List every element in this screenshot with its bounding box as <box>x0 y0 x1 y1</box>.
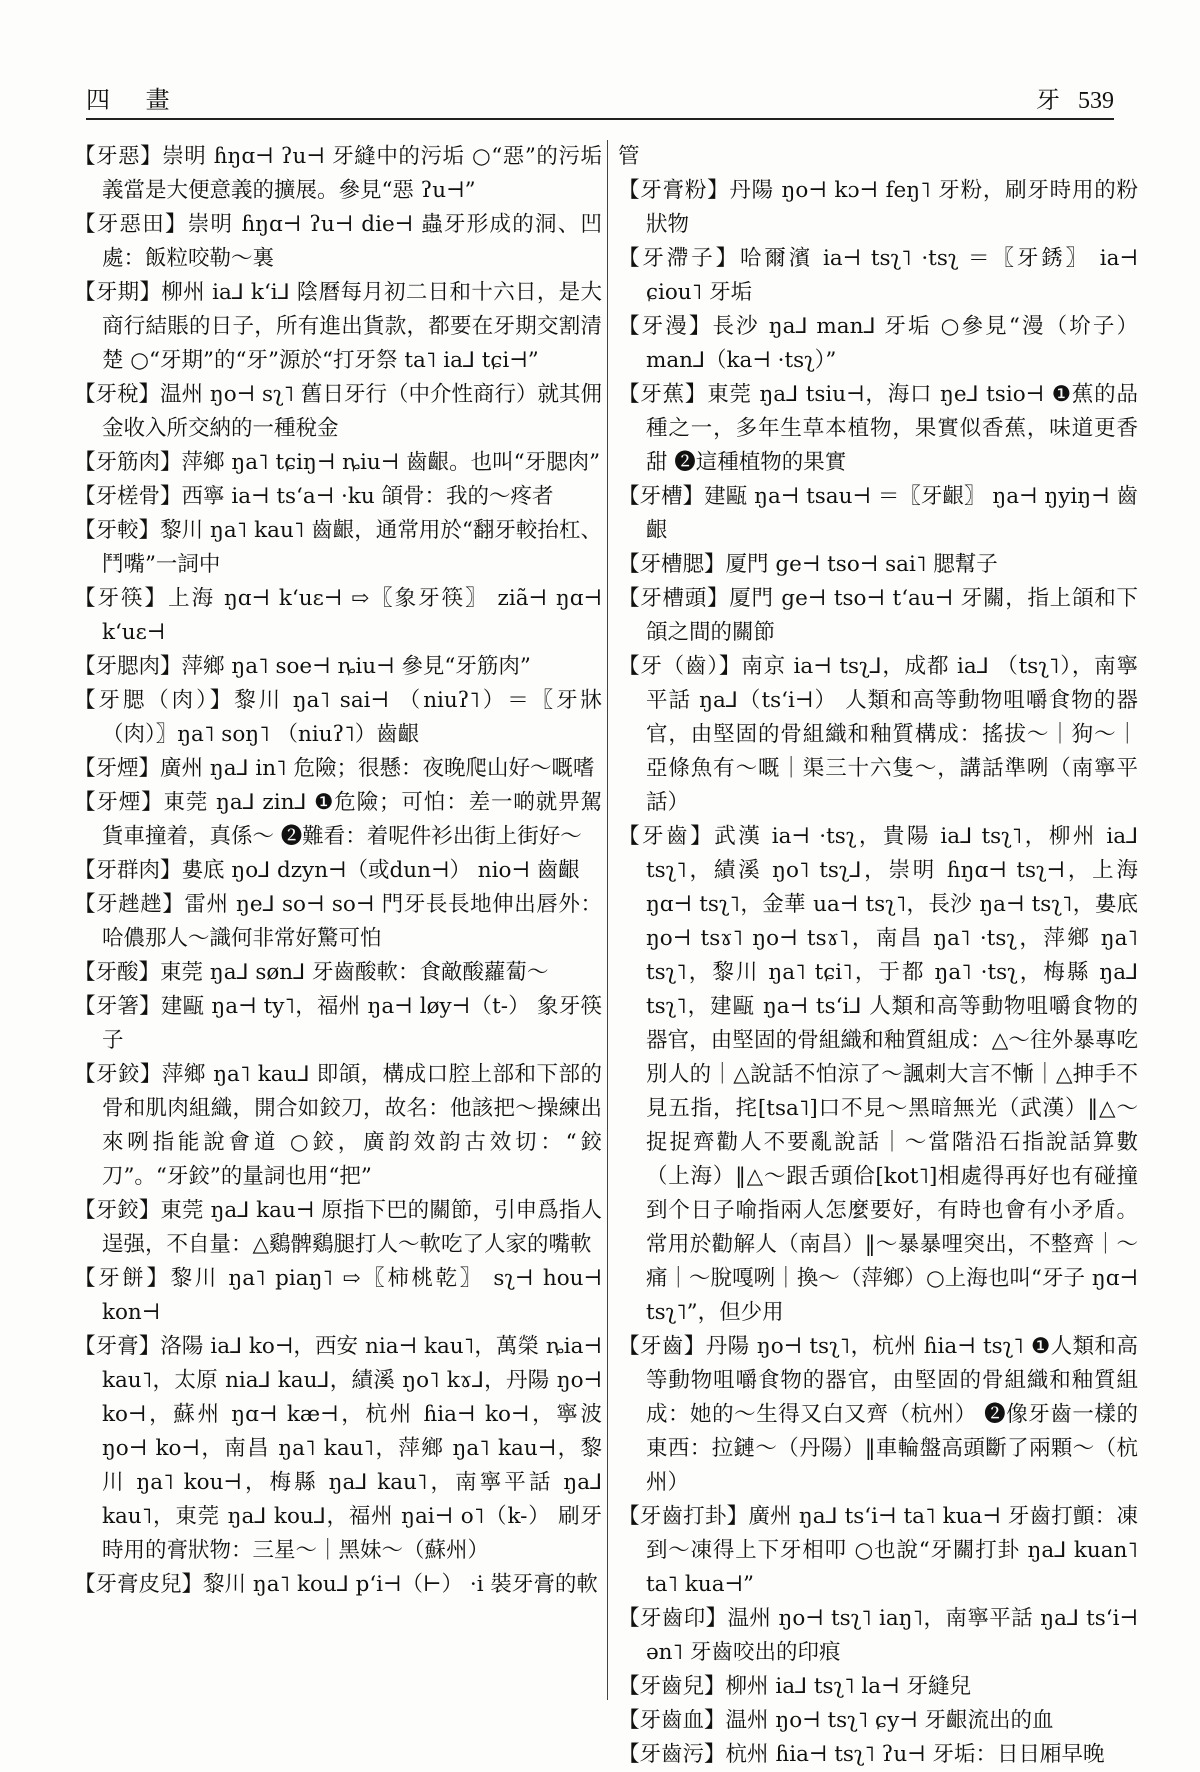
right-column <box>618 140 1138 1767</box>
entry-definition: 黎川 ŋa˥ sai⊣ （niuʔ˥）＝〖牙牀（肉）〗ŋa˥ soŋ˥ （niuʔ˥）齒齦 <box>101 688 602 747</box>
dictionary-entry <box>74 1194 602 1262</box>
entry-headword: 【牙鉸】 <box>74 1198 161 1223</box>
dictionary-entry <box>618 650 1138 820</box>
entry-definition: 上海 ŋɑ⊣ kʻuɛ⊣ ⇨〖象牙筷〗 ziã⊣ ŋɑ⊣ kʻuɛ⊣ <box>101 586 602 645</box>
entry-headword: 【牙群肉】 <box>74 858 182 883</box>
entry-definition: 建甌 ŋa⊣ ty˥，福州 ŋa⊣ løy⊣（t-） 象牙筷子 <box>101 994 602 1053</box>
entry-headword: 【牙齒】 <box>618 824 715 849</box>
entry-headword: 【牙期】 <box>74 280 162 305</box>
dictionary-entry <box>618 242 1138 310</box>
dictionary-entry <box>74 140 602 208</box>
entry-headword: 【牙箸】 <box>74 994 161 1019</box>
entry-headword: 【牙齒】 <box>618 1334 706 1359</box>
entry-definition: 杭州 ɦia⊣ tsʅ˥ ʔu⊣ 牙垢：日日厢早晚 <box>725 1742 1105 1767</box>
dictionary-entry <box>74 276 602 378</box>
entry-definition: 柳州 ia⅃ kʻi⅃ 陰曆每月初二日和十六日，是大商行結賬的日子，所有進出貨款，都要在牙期交割清楚 ○“牙期”的“牙”源於“打牙祭 ta˥ ia⅃ tɕi⊣” <box>101 280 602 373</box>
entry-headword: 【牙膏粉】 <box>618 178 730 203</box>
entry-headword: 【牙齒打卦】 <box>618 1504 749 1529</box>
page-number: 539 <box>1078 88 1114 114</box>
entry-definition: 萍鄉 ŋa˥ soe⊣ ȵiu⊣ 參見“牙筋肉” <box>181 654 531 679</box>
dictionary-entry <box>618 582 1138 650</box>
entry-definition: 哈爾濱 ia⊣ tsʅ˥ ·tsʅ ＝〖牙銹〗 ia⊣ ɕiou˥ 牙垢 <box>645 246 1138 305</box>
entry-headword: 【牙較】 <box>74 518 161 543</box>
dictionary-entry <box>74 582 602 650</box>
dictionary-entry <box>618 1704 1138 1738</box>
entry-definition: 黎川 ŋa˥ kau˥ 齒齦，通常用於“翻牙較抬杠、鬥嘴”一詞中 <box>101 518 602 577</box>
dictionary-entry <box>618 1738 1138 1772</box>
dictionary-entry <box>74 1262 602 1330</box>
entry-headword: 【牙筋肉】 <box>74 450 182 475</box>
dictionary-entry <box>618 1330 1138 1500</box>
entry-definition: 雷州 ŋe⅃ so⊣ so⊣ 門牙長長地伸出唇外：哈儂那人～識何非常好驚可怕 <box>101 892 602 951</box>
entry-definition: 崇明 ɦŋɑ⊣ ʔu⊣ 牙縫中的污垢 ○“惡”的污垢義當是大便意義的擴展。參見“惡 ʔu⊣” <box>101 144 602 203</box>
entry-headword: 【牙膏】 <box>74 1334 161 1359</box>
entry-definition: 温州 ŋo⊣ tsʅ˥ ɕy⊣ 牙齦流出的血 <box>725 1708 1054 1733</box>
entry-definition: 萍鄉 ŋa˥ kau⅃ 即頜，構成口腔上部和下部的骨和肌肉組織，開合如鉸刀，故名：他該把～操練出來咧指能說會道 ○鉸，廣韵效韵古效切：“鉸刀”。“牙鉸”的量詞也用“把” <box>101 1062 602 1189</box>
running-head <box>1036 86 1114 115</box>
entry-headword: 【牙腮（肉）】 <box>74 688 235 713</box>
entry-headword: 【牙齒污】 <box>618 1742 726 1767</box>
entry-headword: 【牙漫】 <box>618 314 713 339</box>
entry-definition: 建甌 ŋa⊣ tsau⊣ ＝〖牙齦〗 ŋa⊣ ŋyiŋ⊣ 齒齦 <box>645 484 1138 543</box>
dictionary-entry <box>618 1670 1138 1704</box>
entry-definition: 黎川 ŋa˥ kou⅃ pʻi⊣（⊢） ·i 裝牙膏的軟 <box>203 1572 598 1597</box>
dictionary-entry <box>74 1568 602 1602</box>
dictionary-entry <box>618 174 1138 242</box>
entry-headword: 【牙筷】 <box>74 586 169 611</box>
entry-headword: 【牙趖趖】 <box>74 892 185 917</box>
entry-headword: 【牙齒兒】 <box>618 1674 726 1699</box>
entry-definition: 洛陽 ia⅃ ko⊣，西安 nia⊣ kau˥，萬榮 ȵia⊣ kau˥，太原 nia⅃ kau⅃，績溪 ŋo˥ kɤ⅃，丹陽 ŋo⊣ ko⊣，蘇州 ŋɑ⊣ kæ⊣，杭州 ɦia⊣ ko⊣，寧波 ŋo⊣ ko⊣，南昌 ŋa˥ kau˥，萍鄉 ŋa˥ kau⊣，黎川 ŋa˥ kou⊣，梅縣 ŋa⅃ kau˥，南寧平話 ŋa⅃ kau˥，東莞 ŋa⅃ kou⅃，福州 ŋai⊣ o˥（k-） 刷牙時用的膏狀物：三星～｜黑妹～（蘇州） <box>101 1334 602 1563</box>
entry-headword: 【牙滯子】 <box>618 246 741 271</box>
entry-headword: 【牙酸】 <box>74 960 161 985</box>
entry-definition: 丹陽 ŋo⊣ tsʅ˥，杭州 ɦia⊣ tsʅ˥ ❶人類和高等動物咀嚼食物的器官，由堅固的骨組織和釉質組成：她的～生得又白又齊（杭州） ❷像牙齒一樣的東西：拉鏈～（丹陽）‖車輪盤高頭斷了兩顆～（杭州） <box>645 1334 1138 1495</box>
dictionary-entry <box>74 1330 602 1568</box>
entry-definition: 東莞 ŋa⅃ søn⅃ 牙齒酸軟：食敵酸蘿蔔～ <box>160 960 549 985</box>
entry-headword: 【牙槽】 <box>618 484 705 509</box>
dictionary-entry <box>74 684 602 752</box>
entry-definition: 柳州 ia⅃ tsʅ˥ la⊣ 牙縫兒 <box>725 1674 971 1699</box>
dictionary-entry <box>74 514 602 582</box>
dictionary-entry <box>74 446 602 480</box>
dictionary-entry <box>618 140 1138 174</box>
section-title: 四 畫 <box>86 86 184 114</box>
entry-headword: 【牙腮肉】 <box>74 654 182 679</box>
entry-headword: 【牙膏皮兒】 <box>74 1572 204 1597</box>
entry-headword: 【牙惡】 <box>74 144 163 169</box>
dictionary-entry <box>618 378 1138 480</box>
entry-definition: 厦門 ge⊣ tso⊣ tʻau⊣ 牙關，指上頜和下頜之間的關節 <box>645 586 1138 645</box>
entry-headword: 【牙煙】 <box>74 756 161 781</box>
dictionary-entry <box>618 310 1138 378</box>
dictionary-entry <box>618 820 1138 1330</box>
entry-headword: 【牙蕉】 <box>618 382 708 407</box>
dictionary-entry <box>74 786 602 854</box>
running-headword: 牙 <box>1036 86 1060 114</box>
entry-headword: 【牙槎骨】 <box>74 484 182 509</box>
dictionary-entry <box>618 548 1138 582</box>
dictionary-entry <box>74 990 602 1058</box>
entry-definition: 管 <box>618 144 640 169</box>
entry-headword: 【牙稅】 <box>74 382 161 407</box>
dictionary-entry <box>74 1058 602 1194</box>
dictionary-entry <box>74 752 602 786</box>
column-divider <box>607 140 608 1700</box>
dictionary-entry <box>618 1602 1138 1670</box>
entry-definition: 東莞 ŋa⅃ tsiu⊣，海口 ŋe⅃ tsio⊣ ❶蕉的品種之一，多年生草本植物，果實似香蕉，味道更香甜 ❷這種植物的果實 <box>645 382 1138 475</box>
entry-definition: 廣州 ŋa⅃ in˥ 危險；很懸：夜晚爬山好～嘅嗜 <box>160 756 595 781</box>
entry-headword: 【牙餅】 <box>74 1266 171 1291</box>
dictionary-entry <box>74 650 602 684</box>
page-header <box>86 82 1114 120</box>
dictionary-entry <box>74 378 602 446</box>
entry-definition: 廣州 ŋa⅃ tsʻi⊣ ta˥ kua⊣ 牙齒打顫：凍到～凍得上下牙相叩 ○也說“牙關打卦 ŋa⅃ kuan˥ ta˥ kua⊣” <box>645 1504 1138 1597</box>
dictionary-entry <box>618 480 1138 548</box>
entry-headword: 【牙齒印】 <box>618 1606 728 1631</box>
entry-headword: 【牙惡田】 <box>74 212 188 237</box>
entry-headword: 【牙齒血】 <box>618 1708 726 1733</box>
entry-headword: 【牙槽頭】 <box>618 586 730 611</box>
entry-headword: 【牙鉸】 <box>74 1062 162 1087</box>
entry-definition: 長沙 ŋa⅃ man⅃ 牙垢 ○參見“漫（圿子） man⅃（ka⊣ ·tsʅ）” <box>645 314 1138 373</box>
entry-definition: 崇明 ɦŋɑ⊣ ʔu⊣ die⊣ 蟲牙形成的洞、凹處：飯粒咬勒～裏 <box>101 212 602 271</box>
dictionary-entry <box>74 854 602 888</box>
entry-definition: 厦門 ge⊣ tso⊣ sai˥ 腮幫子 <box>725 552 998 577</box>
entry-definition: 温州 ŋo⊣ tsʅ˥ iaŋ˥，南寧平話 ŋa⅃ tsʻi⊣ ən˥ 牙齒咬出的印痕 <box>645 1606 1138 1665</box>
dictionary-entry <box>74 480 602 514</box>
entry-headword: 【牙煙】 <box>74 790 164 815</box>
entry-definition: 温州 ŋo⊣ sʅ˥ 舊日牙行（中介性商行）就其佣金收入所交納的一種稅金 <box>101 382 602 441</box>
entry-definition: 黎川 ŋa˥ piaŋ˥ ⇨〖柿桃乾〗 sʅ⊣ hou⊣ kon⊣ <box>101 1266 602 1325</box>
entry-definition: 東莞 ŋa⅃ zin⅃ ❶危險；可怕：差一啲就畀駕貨車撞着，真係～ ❷難看：着呢件衫出街上街好～ <box>101 790 602 849</box>
entry-definition: 婁底 ŋo⅃ dzyn⊣（或dun⊣） nio⊣ 齒齦 <box>181 858 580 883</box>
entry-headword: 【牙槽腮】 <box>618 552 726 577</box>
dictionary-entry <box>74 208 602 276</box>
dictionary-entry <box>74 888 602 956</box>
entry-definition: 丹陽 ŋo⊣ kɔ⊣ feŋ˥ 牙粉，刷牙時用的粉狀物 <box>645 178 1138 237</box>
entry-definition: 武漢 ia⊣ ·tsʅ，貴陽 ia⅃ tsʅ˥，柳州 ia⅃ tsʅ˥，績溪 ŋo˥ tsʅ⅃，崇明 ɦŋɑ⊣ tsʅ⊣，上海 ŋɑ⊣ tsʅ˥，金華 ua⊣ tsʅ˥，長沙 ŋa⊣ tsʅ˥，婁底 ŋo⊣ tsɤ˥ ŋo⊣ tsɤ˥，南昌 ŋa˥ ·tsʅ，萍鄉 ŋa˥ tsʅ˥，黎川 ŋa˥ tɕi˥，于都 ŋa˥ ·tsʅ，梅縣 ŋa⅃ tsʅ˥，建甌 ŋa⊣ tsʻi⅃ 人類和高等動物咀嚼食物的器官，由堅固的骨組織和釉質組成：△～往外暴專吃別人的｜△說話不怕涼了～諷刺大言不慚｜△抻手不見五指，挓[tsa˥]口不見～黑暗無光（武漢）‖△～捉捉齊勸人不要亂說話｜～當階沿石指說話算數（上海）‖△～跟舌頭佮[kot˥]相處得再好也有碰撞到个日子喻指兩人怎麼要好，有時也會有小矛盾。常用於勸解人（南昌）‖～暴暴哩突出，不整齊｜～痛｜～脫嘎咧｜換～（萍鄉）○上海也叫“牙子 ŋɑ⊣ tsʅ˥”，但少用 <box>645 824 1138 1325</box>
entry-definition: 萍鄉 ŋa˥ tɕiŋ⊣ ȵiu⊣ 齒齦。也叫“牙腮肉” <box>181 450 601 475</box>
entry-definition: 東莞 ŋa⅃ kau⊣ 原指下巴的關節，引申爲指人逞强，不自量：△鷄髀鷄腿打人～軟吃了人家的嘴軟 <box>101 1198 602 1257</box>
entry-headword: 【牙（齒）】 <box>618 654 742 679</box>
left-column <box>74 140 602 1700</box>
dictionary-entry <box>618 1500 1138 1602</box>
entry-definition: 南京 ia⊣ tsʅ⅃，成都 ia⅃ （tsʅ˥），南寧平話 ŋa⅃（tsʻi⊣） 人類和高等動物咀嚼食物的器官，由堅固的骨組織和釉質構成：搖拔～｜狗～｜亞條魚有～嘅｜渠三十六隻～，講話準咧（南寧平話） <box>645 654 1138 815</box>
entry-definition: 西寧 ia⊣ tsʻa⊣ ·ku 頜骨：我的～疼者 <box>181 484 554 509</box>
dictionary-entry <box>74 956 602 990</box>
